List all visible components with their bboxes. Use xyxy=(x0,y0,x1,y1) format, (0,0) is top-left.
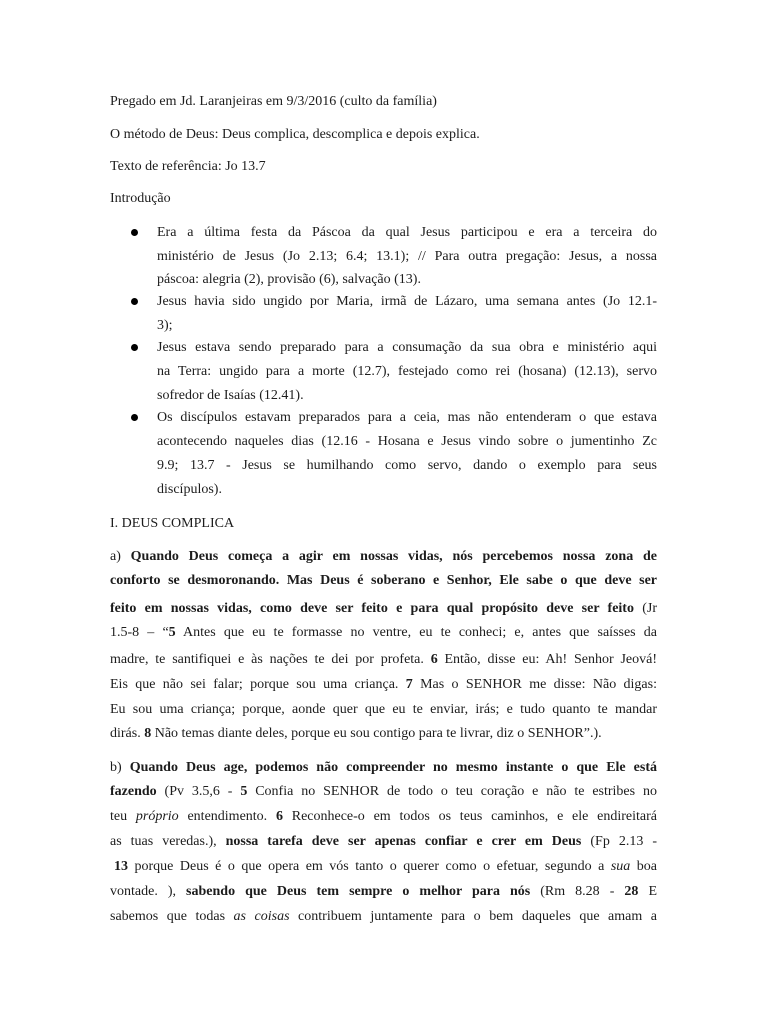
bullet-4-line-3: 9.9; 13.7 - Jesus se humilhando como servo, dando o exemplo para seus xyxy=(157,458,657,473)
bullet-1-line-1: Era a última festa da Páscoa da qual Jesus participou e era a terceira do xyxy=(157,225,657,240)
intro-heading: Introdução xyxy=(110,191,171,206)
bullet-dot xyxy=(131,229,138,236)
bullet-4-line-4: discípulos). xyxy=(157,482,222,497)
bullet-dot xyxy=(131,344,138,351)
bullet-4-line-1: Os discípulos estavam preparados para a ceia, mas não entenderam o que estava xyxy=(157,410,657,425)
para-b-line-3: teu próprio entendimento. 6 Reconhece-o em todos os teus caminhos, e ele endireitará xyxy=(110,809,658,824)
para-a-line-4: 1.5-8 – “5 Antes que eu te formasse no ventre, eu te conheci; e, antes que saísses da xyxy=(110,625,657,640)
para-a-line-2: conforto se desmoronando. Mas Deus é soberano e Senhor, Ele sabe o que deve ser xyxy=(110,573,657,588)
section-1-heading: I. DEUS COMPLICA xyxy=(110,516,235,531)
para-b-line-1: b) Quando Deus age, podemos não compreender no mesmo instante o que Ele está xyxy=(110,760,657,775)
bullet-3-line-2: na Terra: ungido para a morte (12.7), festejado como rei (hosana) (12.13), servo xyxy=(157,364,657,379)
bullet-2-line-2: 3); xyxy=(157,318,173,333)
preached-line: Pregado em Jd. Laranjeiras em 9/3/2016 (culto da família) xyxy=(110,94,437,109)
bullet-2-line-1: Jesus havia sido ungido por Maria, irmã de Lázaro, uma semana antes (Jo 12.1- xyxy=(157,294,657,309)
bullet-dot xyxy=(131,414,138,421)
bullet-4-line-2: acontecendo naqueles dias (12.16 - Hosana e Jesus vindo sobre o jumentinho Zc xyxy=(157,434,657,449)
para-b-line-4: as tuas veredas.), nossa tarefa deve ser apenas confiar e crer em Deus (Fp 2.13 - xyxy=(110,834,657,849)
para-a-line-3: feito em nossas vidas, como deve ser feito e para qual propósito deve ser feito (Jr xyxy=(110,601,657,616)
bullet-3-line-1: Jesus estava sendo preparado para a consumação da sua obra e ministério aqui xyxy=(157,340,657,355)
reference-line: Texto de referência: Jo 13.7 xyxy=(110,159,266,174)
para-a-line-7: Eu sou uma criança; porque, aonde quer que eu te enviar, irás; e tudo quanto te mandar xyxy=(110,702,657,717)
para-a-line-6: Eis que não sei falar; porque sou uma criança. 7 Mas o SENHOR me disse: Não digas: xyxy=(110,677,657,692)
bullet-dot xyxy=(131,298,138,305)
para-a-line-1: a) Quando Deus começa a agir em nossas vidas, nós percebemos nossa zona de xyxy=(110,549,657,564)
bullet-1-line-2: ministério de Jesus (Jo 2.13; 6.4; 13.1); // Para outra pregação: Jesus, a nossa xyxy=(157,249,657,264)
para-b-line-7: sabemos que todas as coisas contribuem juntamente para o bem daqueles que amam a xyxy=(110,909,657,924)
bullet-3-line-3: sofredor de Isaías (12.41). xyxy=(157,388,304,403)
sermon-title: O método de Deus: Deus complica, descomplica e depois explica. xyxy=(110,127,480,142)
para-a-line-5: madre, te santifiquei e às nações te dei por profeta. 6 Então, disse eu: Ah! Senhor Jeová! xyxy=(110,652,657,667)
para-b-line-2: fazendo (Pv 3.5,6 - 5 Confia no SENHOR de todo o teu coração e não te estribes no xyxy=(110,784,657,799)
para-b-line-6: vontade. ), sabendo que Deus tem sempre o melhor para nós (Rm 8.28 - 28 E xyxy=(110,884,658,899)
para-a-line-8: dirás. 8 Não temas diante deles, porque eu sou contigo para te livrar, diz o SENHOR”.). xyxy=(110,726,602,741)
para-b-line-5: 13 porque Deus é o que opera em vós tanto o querer como o efetuar, segundo a sua boa xyxy=(114,859,657,874)
bullet-1-line-3: páscoa: alegria (2), provisão (6), salvação (13). xyxy=(157,272,421,287)
